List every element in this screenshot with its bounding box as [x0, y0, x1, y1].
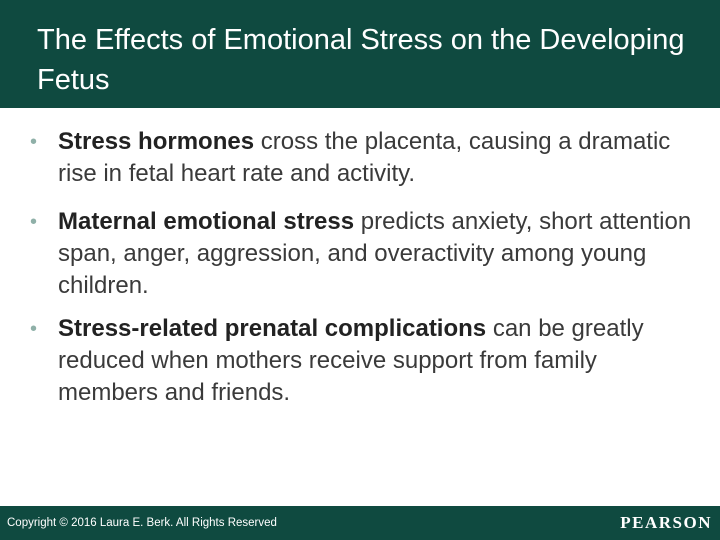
bullet-text: can be greatly reduced when mothers receive support from family members and friends. [58, 315, 644, 406]
bullet-text: cross the placenta, causing a dramatic rise in fetal heart rate and activity. [58, 128, 671, 187]
bullet-term: Stress-related prenatal complications [58, 315, 487, 342]
pearson-logo: PEARSON [620, 513, 712, 532]
bullet-marker: • [30, 131, 38, 153]
title-bar [0, 0, 720, 108]
bullet-item [30, 206, 695, 302]
bullet-term: Stress hormones [58, 128, 255, 155]
bullet-item [30, 126, 695, 190]
bullet-marker: • [30, 211, 38, 233]
bullet-item [30, 313, 695, 409]
bullet-list [30, 126, 695, 425]
bullet-term: Maternal emotional stress [58, 208, 355, 235]
slide-title: The Effects of Emotional Stress on the Developing Fetus [37, 24, 685, 96]
copyright-text: Copyright © 2016 Laura E. Berk. All Rights Reserved [7, 517, 277, 529]
bullet-marker: • [30, 318, 38, 340]
bullet-text: predicts anxiety, short attention span, anger, aggression, and overactivity among young children. [58, 208, 692, 299]
footer-bar [0, 506, 720, 540]
